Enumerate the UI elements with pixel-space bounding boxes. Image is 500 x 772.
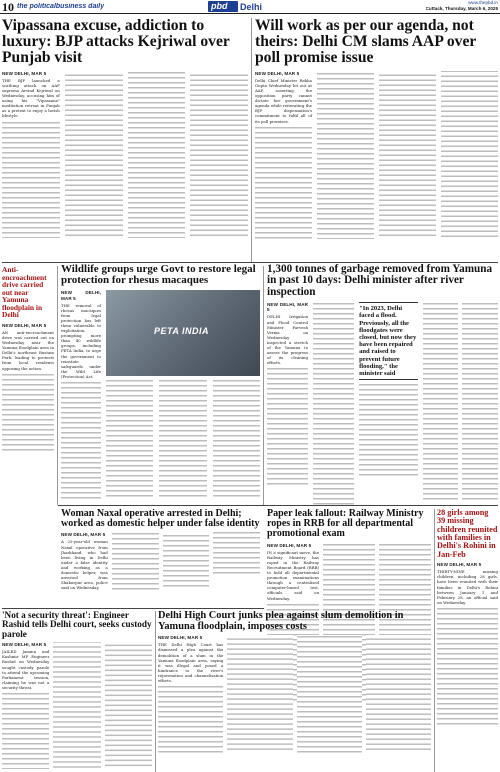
dateline: Cuttack, Thursday, March 6, 2025 [425,6,498,11]
headline: Will work as per our agenda, not theirs: Delhi CM slams AAP over poll promise issue [255,18,477,66]
headline: Woman Naxal operative arrested in Delhi; worked as domestic helper under false identity [61,509,260,530]
story-lead: THE removal of rhesus macaques from legal protection has left them vulnerable to exploitation, prompting more than 40 wildlife groups, including PETA India, to urge the government to reinstate safeguards under the Wild Life (Protection) Act. [61,302,101,379]
headline: Vipassana excuse, addiction to luxury: BJP attacks Kejriwal over Punjab visit [2,18,230,66]
pull-quote: "In 2023, Delhi faced a flood. Previously, all the floodgates were closed, but now they have been repaired and raised to prevent future flooding," the minister said [359,302,418,380]
story-lead: DELHI Irrigation and Flood Control Minister Parvesh Verma on Wednesday inspected a stretch of the Yamuna to assess the progress of its cleaning efforts. [267,314,309,366]
headline: 'Not a security threat': Engineer Rashid tells Delhi court, seeks custody parole [2,611,152,639]
column-rule [251,18,252,263]
story-lead: THE Delhi High Court has dismissed a plea against the demolition of a slum in the Yamuna floodplain area, saying it was illegal and posed a hindrance to the river's rejuvenation and channelisation efforts. [158,642,224,683]
story-dateline: NEW DELHI, MAR 5 [2,642,47,648]
headline: Paper leak fallout: Railway Ministry ropes in RRB for all departmental promotional exam [267,509,424,540]
story-anti-encroachment [2,266,54,505]
story-dateline: NEW DELHI, MAR 5 [255,70,300,76]
story-lead: THE BJP launched a scathing attack on AAP supremo Arvind Kejriwal on Wednesday, accusing him of using his "Vipassana" meditation retreat in Punjab as a pretext to enjoy a lavish lifestyle. [2,77,60,119]
story-lead: AN anti-encroachment drive was carried out on Wednesday near the Yamuna floodplain area in Delhi's northeast Rustam Park, leading to protests from local residents opposing the action. [2,329,54,371]
headline: Anti-encroachment drive carried out near Yamuna floodplain in Delhi [2,266,47,320]
story-lead: THIRTY-NINE missing children, including 28 girls, have been reunited with their families in Delhi's Rohini between January 1 and February 28, an official said on Wednesday. [437,569,498,605]
story-will-work [255,18,498,263]
row-rule [2,608,264,609]
body-text [112,532,260,590]
story-lead: A 25-year-old woman Naxal operative from Jharkhand, who had been living in Delhi under a false identity and working as a domestic helper, was arrested from Shakurpur area, police said on Wednesday. [61,539,108,591]
story-dateline: NEW DELHI, MAR 5 [158,635,203,641]
body-text [61,381,101,501]
story-garbage [267,264,498,505]
masthead [0,0,500,14]
macaque-photo [106,290,260,376]
story-dateline: NEW DELHI, MAR 5 [267,302,309,313]
logo-short: pbd [211,1,228,11]
photo-credit: PETA INDIA [154,326,210,337]
story-girls-missing [437,509,498,772]
column-rule [57,266,58,505]
page-number: 10 [2,1,14,14]
body-text [359,383,418,479]
story-lead: JAILED Jammu and Kashmir MP Engineer Rashid on Wednesday sought custody parole to attend the upcoming Parliament session, claiming he was not a security threat. [2,649,50,690]
story-engineer-rashid [2,611,152,772]
story-wildlife [61,264,260,505]
story-dateline: NEW DELHI, MAR 5 [2,322,47,328]
headline: 28 girls among 39 missing children reunited with families in Delhi's Rohini in Jan-Feb [437,509,498,559]
story-dateline: NEW DELHI, MAR 5 [61,290,101,301]
story-dateline: NEW DELHI, MAR 5 [437,562,482,568]
headline: 1,300 tonnes of garbage removed from Yamuna in past 10 days: Delhi minister after river inspection [267,264,493,298]
body-text [106,379,260,499]
story-vipassana [2,18,248,263]
story-hc-demolition [158,611,431,772]
story-lead: IN a significant move, the Railway Ministry has roped in the Railway Recruitment Board (RRB) to hold all departmental promotion examinations through a centralised computer-based test, officials said on Wednesday. [267,549,319,601]
site-url: www.thepbd.in [468,0,498,5]
body-text [2,373,54,453]
section-label: Delhi [240,2,263,12]
story-lead: Delhi Chief Minister Rekha Gupta Wednesday hit out at AAP, asserting the opposition party cannot dictate her government's agenda while reiterating the BJP dispensation's commitment to fulfil all of its poll promises. [255,77,312,124]
row-rule [58,505,498,506]
body-text [437,607,498,727]
headline: Wildlife groups urge Govt to restore legal protection for rhesus macaques [61,264,256,287]
headline: Delhi High Court junks plea against slum demolition in Yamuna floodplain, imposes costs [158,611,404,632]
story-dateline: NEW DELHI, MAR 5 [61,532,106,538]
column-rule [155,611,156,772]
body-text [267,367,308,487]
story-dateline: NEW DELHI, MAR 5 [267,542,312,548]
body-text [423,302,498,502]
story-dateline: NEW DELHI, MAR 5 [2,70,47,76]
story-woman-naxal [61,509,260,608]
row-rule [2,262,498,263]
masthead-logo: the politicalbusiness daily [17,3,105,10]
column-rule [263,266,264,505]
logo-mark [208,1,238,12]
column-rule [434,509,435,772]
body-text [313,302,354,505]
